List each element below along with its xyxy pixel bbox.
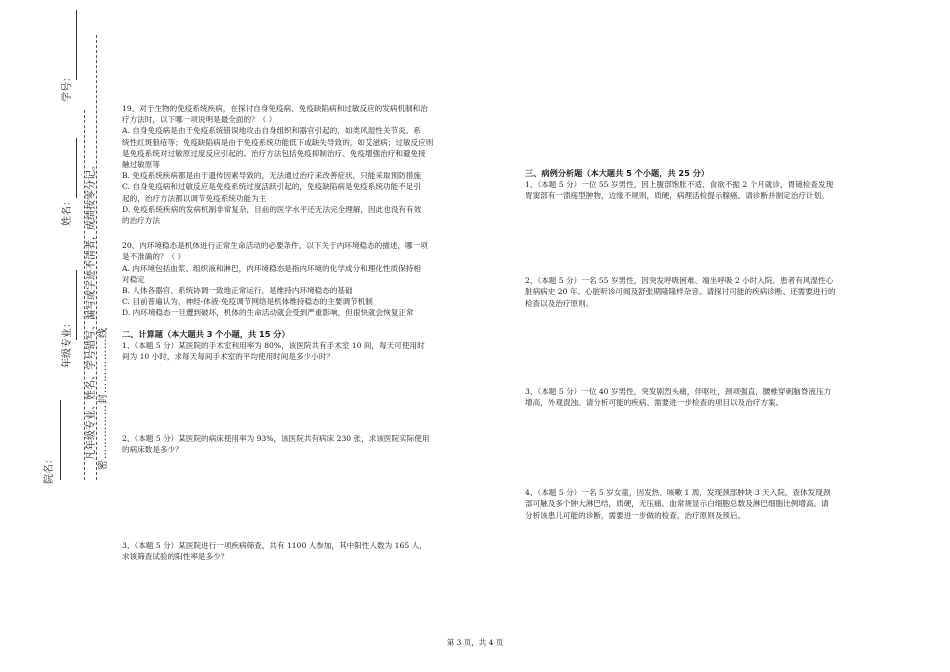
cut-marks: 密……………封……………线 xyxy=(98,327,109,470)
left-column xyxy=(122,103,467,562)
case-question-2 xyxy=(525,275,870,386)
calc-question-1 xyxy=(122,340,467,433)
case-line: 3、（本题 5 分）一位 40 岁男性，突发剧烈头痛，伴呕吐，颈项强直，腰椎穿刺脑脊液压力 xyxy=(525,387,832,397)
calc-question-line: 1、（本题 5 分）某医院的手术室利用率为 80%，该医院共有手术室 10 间，每天可使用时 xyxy=(122,340,425,350)
option-line: D. 免疫系统疾病的发病机制非常复杂，目前的医学水平还无法完全理解，因此也没有有效 xyxy=(122,204,422,214)
calc-question-line: 2、（本题 5 分）某医院的病床使用率为 93%，该医院共有病床 230 张，求该医院实际使用 xyxy=(122,433,430,443)
case-line: 脏病病史 20 年。心脏听诊可闻及舒张期隆隆样杂音。请探讨可能的疾病诊断、还需要进行的 xyxy=(525,287,836,297)
grade-line xyxy=(76,270,77,340)
case-line: 2、（本题 5 分）一名 55 岁男性，因突发呼吸困难、端坐呼吸 2 小时入院。患者有风湿性心 xyxy=(525,276,834,286)
case-question-4 xyxy=(525,487,870,521)
question-19 xyxy=(122,103,467,226)
school-label: 院名： xyxy=(44,454,55,484)
case-line: 胃窦部有一溃疡型肿物，边缘不规则，质硬，病理活检提示腺癌。请诊断并制定治疗计划。 xyxy=(525,191,829,201)
option-line: 触过敏原等 xyxy=(122,160,160,170)
option-line: 是免疫系统对过敏原过度反应引起的。治疗方法包括免疫抑制治疗、免疫增强治疗和避免接 xyxy=(122,148,426,158)
question-20 xyxy=(122,240,467,318)
section-2-title: 二、计算题（本大题共 3 个小题，共 15 分） xyxy=(122,328,290,339)
case-line: 1、（本题 5 分）一位 55 岁男性，因上腹部饱胀不适、食欲不振 2 个月就诊，胃镜检查发现 xyxy=(525,180,834,190)
calc-question-line: 间为 10 小时，求每天每间手术室的平均使用时间是多少小时？ xyxy=(122,352,334,362)
option-line: A. 自身免疫病是由于免疫系统错误地攻击自身组织和器官引起的，如类风湿性关节炎。系 xyxy=(122,126,421,136)
calc-question-3 xyxy=(122,540,467,562)
option-line: C. 目前普遍认为，神经-体液-免疫调节网络是机体维持稳态的主要调节机制 xyxy=(122,297,373,307)
option-line: B. 免疫系统疾病都是由于遗传因素导致的，无法通过治疗来改善症状，只能采取预防措施 xyxy=(122,171,421,181)
question-19-stem-line: 19、对于生物的免疫系统疾病，在探讨自身免疫病、免疫缺陷病和过敏反应的发病机制和治 xyxy=(122,104,428,113)
question-19-stem-line: 疗方法时，以下哪一项说明是最全面的？（ ） xyxy=(122,115,277,125)
calc-question-2 xyxy=(122,433,467,540)
calc-question-line: 3、（本题 5 分）某医院进行一项疾病筛查，共有 1100 人参加，其中阳性人数为 165 人， xyxy=(122,540,427,550)
question-20-stem-line: 是不准确的？（ ） xyxy=(122,252,186,262)
option-line: A. 内环境包括血浆、组织液和淋巴，内环境稳态是指内环境的化学成分和理化性质保持相 xyxy=(122,263,421,273)
case-line: 增高，外观混浊。请分析可能的疾病、需要进一步检查的项目以及治疗方案。 xyxy=(525,398,784,408)
case-question-3 xyxy=(525,386,870,487)
case-line: 检查以及治疗原则。 xyxy=(525,298,594,308)
case-line: 分析该患儿可能的诊断，需要进一步做的检查，治疗原则及预后。 xyxy=(525,510,746,520)
page-number: 第 3 页，共 4 页 xyxy=(446,638,504,647)
calc-question-line: 的病床数是多少？ xyxy=(122,445,183,455)
binding-margin xyxy=(0,0,110,672)
case-line: 4、（本题 5 分）一名 5 岁女童，因发热、咳嗽 1 周，发现颈部肿块 3 天入院。查体发现颈 xyxy=(525,488,831,498)
option-line: 的治疗方法 xyxy=(122,216,160,226)
option-line: 起的，治疗方法都以调节免疫系统功能为主 xyxy=(122,193,267,203)
case-line: 部可触及多个肿大淋巴结，质硬，无压痛。血常规显示白细胞总数及淋巴细胞比例增高。请 xyxy=(525,499,829,509)
cut-line-inner xyxy=(84,110,85,480)
name-line xyxy=(76,138,77,198)
grade-label: 年级专业： xyxy=(62,318,73,368)
option-line: 对稳定 xyxy=(122,274,145,284)
option-line: D. 内环境稳态一旦遭到破坏，机体的生命活动就会受到严重影响，但很快就会恢复正常 xyxy=(122,308,414,318)
option-line: 统性红斑狼疮等；免疫缺陷病是由于免疫系统功能低下或缺失导致的，如艾滋病；过敏反应则 xyxy=(122,137,434,147)
name-label: 姓名： xyxy=(62,196,73,226)
case-question-1 xyxy=(525,179,870,275)
question-20-stem-line: 20、内环境稳态是机体进行正常生命活动的必要条件。以下关于内环境稳态的描述，哪一项 xyxy=(122,241,428,251)
school-line xyxy=(60,400,61,480)
section-3-title: 三、病例分析题（本大题共 5 个小题，共 25 分） xyxy=(525,168,710,178)
option-line: B. 人体各器官、系统协调一致地正常运行，是维持内环境稳态的基础 xyxy=(122,286,353,296)
student-id-line xyxy=(76,10,77,80)
calc-question-line: 求该筛查试验的阳性率是多少？ xyxy=(122,552,229,562)
option-line: C. 自身免疫病和过敏反应是免疫系统过度活跃引起的，免疫缺陷病是免疫系统功能不足引 xyxy=(122,182,421,192)
grading-notice: 凡年级专业、姓名、学号错写、漏写或字迹不清者，成绩按零分记。 xyxy=(86,160,97,460)
student-id-label: 学号： xyxy=(62,72,73,102)
right-column xyxy=(525,168,870,521)
